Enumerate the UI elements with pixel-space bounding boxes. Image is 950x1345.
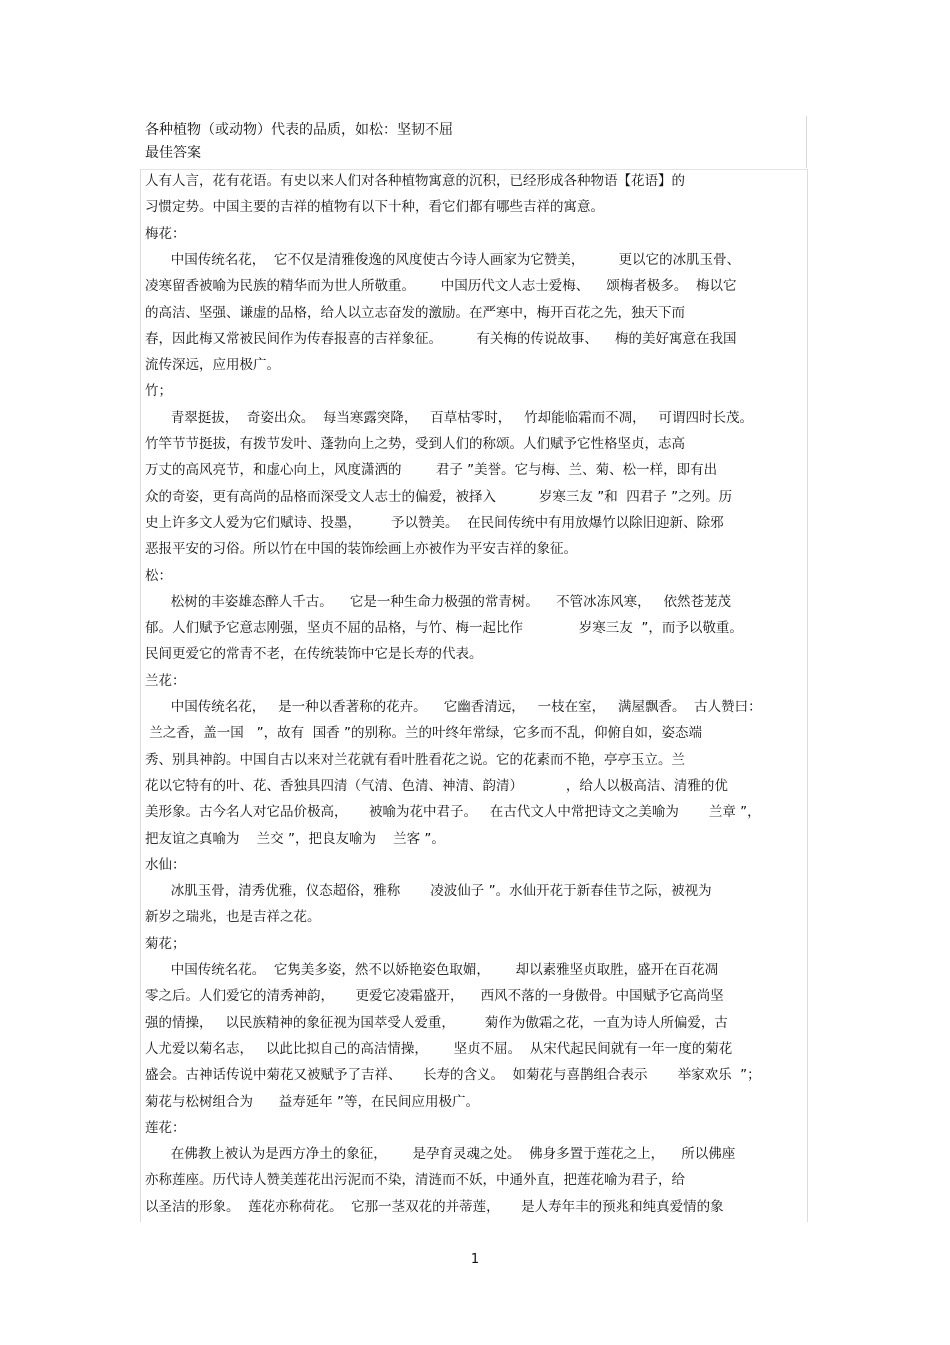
- answer-line: 中国传统名花， 它不仅是清雅俊逸的风度使古今诗人画家为它赞美， 更以它的冰肌玉骨、: [145, 251, 741, 268]
- answer-line: 青翠挺拔， 奇姿出众。 每当寒露突降， 百草枯零时， 竹却能临霜而不凋， 可谓四时长茂。: [145, 409, 754, 426]
- answer-line: 兰之香，盖一国 ”，故有 国香 ”的别称。兰的叶终年常绿，它多而不乱，仰俯自如，姿态端: [145, 725, 703, 742]
- answer-line: 春，因此梅又常被民间作为传春报喜的吉祥象征。 有关梅的传说故事、 梅的美好寓意在我国: [145, 330, 737, 347]
- answer-line: 兰花：: [145, 672, 186, 689]
- question-title: 各种植物（或动物）代表的品质，如松：坚韧不屈: [145, 122, 453, 138]
- answer-line: 新岁之瑞兆，也是吉祥之花。: [145, 909, 321, 926]
- answer-line: 郁。人们赋予它意志刚强，坚贞不屈的品格，与竹、梅一起比作 岁寒三友 ”，而予以敬重。: [145, 620, 743, 637]
- answer-line: 习惯定势。中国主要的吉祥的植物有以下十种，看它们都有哪些吉祥的寓意。: [145, 199, 604, 216]
- answer-line: 凌寒留香被喻为民族的精华而为世人所敬重。 中国历代文人志士爱梅、 颂梅者极多。 梅以它: [145, 278, 737, 295]
- answer-line: 亦称莲座。历代诗人赞美莲花出污泥而不染，清涟而不妖，中通外直，把莲花喻为君子，给: [145, 1172, 685, 1189]
- answer-line: 莲花：: [145, 1119, 186, 1136]
- answer-line: 的高洁、坚强、谦虚的品格，给人以立志奋发的激励。在严寒中，梅开百花之先，独天下而: [145, 304, 685, 321]
- answer-line: 盛会。古神话传说中菊花又被赋予了吉祥、 长寿的含义。 如菊花与喜鹊组合表示 举家欢乐 ”；: [145, 1067, 761, 1084]
- answer-line: 中国传统名花， 是一种以香著称的花卉。 它幽香清远， 一枝在室， 满屋飘香。 古人赞曰：: [145, 699, 762, 715]
- answer-line: 众的奇姿，更有高尚的品格而深受文人志士的偏爱，被择入 岁寒三友 ”和 四君子 ”之列。历: [145, 488, 733, 505]
- answer-line: 美形象。古今名人对它品价极高， 被喻为花中君子。 在古代文人中常把诗文之美喻为 兰章 ”，: [145, 804, 761, 821]
- answer-line: 以圣洁的形象。 莲花亦称荷花。 它那一茎双花的并蒂莲， 是人寿年丰的预兆和纯真爱情的象: [145, 1198, 724, 1215]
- answer-line: 在佛教上被认为是西方净土的象征， 是孕育灵魂之处。 佛身多置于莲花之上， 所以佛座: [145, 1146, 736, 1163]
- best-answer-label: 最佳答案: [145, 145, 201, 161]
- answer-line: 冰肌玉骨，清秀优雅，仪态超俗，雅称 凌波仙子 ”。水仙开花于新春佳节之际，被视为: [145, 883, 712, 900]
- answer-line: 秀、别具神韵。中国自古以来对兰花就有看叶胜看花之说。它的花素而不艳，亭亭玉立。兰: [145, 751, 685, 768]
- answer-line: 竹；: [145, 383, 172, 400]
- answer-line: 竹竿节节挺拔，有拨节发叶、蓬勃向上之势，受到人们的称颂。人们赋予它性格坚贞，志高: [145, 436, 685, 452]
- answer-line: 梅花：: [145, 225, 186, 242]
- answer-line: 恶报平安的习俗。所以竹在中国的装饰绘画上亦被作为平安吉祥的象征。: [145, 541, 577, 558]
- answer-line: 强的情操， 以民族精神的象征视为国萃受人爱重， 菊作为傲霜之花，一直为诗人所偏爱，古: [145, 1014, 728, 1031]
- answer-line: 水仙：: [145, 856, 186, 873]
- answer-line: 花以它特有的叶、花、香独具四清（气清、色清、神清、韵清） ，给人以极高洁、清雅的优: [145, 777, 728, 794]
- answer-line: 流传深远，应用极广。: [145, 357, 280, 374]
- answer-line: 人有人言，花有花语。有史以来人们对各种植物寓意的沉积，已经形成各种物语【花语】的: [145, 173, 685, 189]
- answer-box: [140, 169, 808, 1222]
- answer-line: 松树的丰姿雄态醉人千古。 它是一种生命力极强的常青树。 不管冰冻风寒， 依然苍茏茂: [145, 593, 731, 610]
- answer-line: 万丈的高风亮节，和虚心向上，风度潇洒的 君子 ”美誉。它与梅、兰、菊、松一样，即有出: [145, 462, 718, 479]
- answer-line: 菊花；: [145, 935, 186, 952]
- answer-line: 零之后。人们爱它的清秀神韵， 更爱它凌霜盛开， 西风不落的一身傲骨。中国赋予它高尚坚: [145, 988, 724, 1005]
- page-number: 1: [470, 1252, 480, 1267]
- answer-line: 菊花与松树组合为 益寿延年 ”等，在民间应用极广。: [145, 1093, 480, 1110]
- answer-line: 把友谊之真喻为 兰交 ”，把良友喻为 兰客 ”。: [145, 830, 445, 847]
- answer-line: 中国传统名花。 它隽美多姿，然不以娇艳姿色取媚， 却以素雅坚贞取胜，盛开在百花凋: [145, 962, 719, 978]
- answer-line: 人尤爱以菊名志， 以此比拟自己的高洁情操， 坚贞不屈。 从宋代起民间就有一年一度的菊花: [145, 1040, 733, 1057]
- answer-line: 松：: [145, 567, 172, 584]
- answer-line: 民间更爱它的常青不老，在传统装饰中它是长寿的代表。: [145, 646, 483, 663]
- answer-line: 史上许多文人爱为它们赋诗、投墨， 予以赞美。 在民间传统中有用放爆竹以除旧迎新、除邪: [145, 514, 724, 531]
